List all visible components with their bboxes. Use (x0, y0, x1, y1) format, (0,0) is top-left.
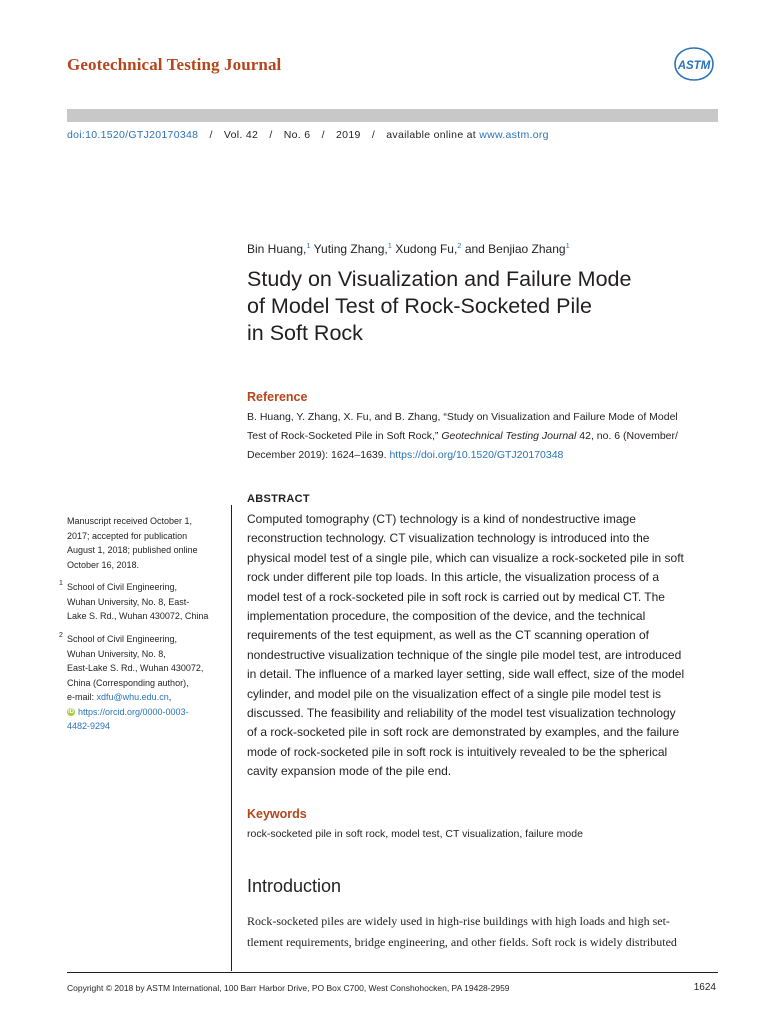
abstract-line: cavity expansion mode of the pile end. (247, 764, 452, 779)
journal-name: Geotechnical Testing Journal (441, 430, 577, 442)
meta-separator: / (269, 129, 273, 141)
abstract-line: physical model test of a single pile, which can visualize a rock-socketed pile in soft (247, 550, 684, 565)
author-name: and Benjiao Zhang (464, 242, 566, 256)
page-number: 1624 (693, 982, 716, 993)
reference-line: B. Huang, Y. Zhang, X. Fu, and B. Zhang, “Study on Visualization and Failure Mode of Model (247, 411, 678, 423)
title-line: of Model Test of Rock-Socketed Pile (247, 294, 592, 318)
reference-heading: Reference (247, 390, 308, 404)
astm-site-link[interactable]: www.astm.org (479, 129, 549, 141)
doi-link[interactable]: doi:10.1520/GTJ20170348 (67, 129, 199, 141)
manuscript-dates: Manuscript received October 1, 2017; accepted for publication August 1, 2018; published online October 16, 2018. (67, 516, 198, 570)
abstract-line: model test of a rock-socketed pile in soft rock is carried out by medical CT. The (247, 589, 665, 604)
author-name: Yuting Zhang, (313, 242, 388, 256)
issue: No. 6 (283, 129, 311, 141)
svg-text:ASTM: ASTM (677, 60, 711, 72)
title-line: Study on Visualization and Failure Mode (247, 267, 632, 291)
abstract-line: rock under different pile top loads. In this article, the visualization process of a (247, 570, 660, 585)
affiliation-number: 2 (59, 632, 63, 639)
introduction-heading: Introduction (247, 876, 342, 896)
abstract-line: discussed. The feasibility and reliability of the model test visualization technology (247, 706, 676, 721)
meta-separator: / (209, 129, 213, 141)
affiliation-1: 1 School of Civil Engineering, Wuhan University, No. 8, East- Lake S. Rd., Wuhan 430072, China (67, 580, 208, 624)
affiliation-marker[interactable]: 1 (565, 241, 570, 250)
footer-rule (67, 972, 718, 973)
abstract-line: in detail. The influence of a marked layer setting, side wall effect, size of the model (247, 667, 685, 682)
abstract-heading: ABSTRACT (247, 493, 310, 505)
astm-logo-icon (671, 45, 717, 83)
header-bar (67, 109, 718, 122)
keywords-list: rock-socketed pile in soft rock, model test, CT visualization, failure mode (247, 828, 583, 840)
meta-separator: / (371, 129, 376, 141)
volume: Vol. 42 (223, 129, 259, 141)
abstract-line: requirements of the test equipment, as well as the CT scanning operation of (247, 628, 650, 643)
abstract-line: cylinder, and model pile on the visualization effect of a single pile model test is (247, 686, 662, 701)
author-name: Bin Huang, (247, 242, 307, 256)
reference-line: Test of Rock-Socketed Pile in Soft Rock,” Geotechnical Testing Journal 42, no. 6 (November/ (247, 430, 678, 442)
reference-citation (247, 408, 717, 465)
journal-title: Geotechnical Testing Journal (67, 55, 282, 74)
affiliation-marker[interactable]: 2 (457, 241, 462, 250)
keywords-heading: Keywords (247, 807, 307, 821)
affiliation-number: 1 (59, 580, 63, 587)
reference-line: December 2019): 1624–1639. https://doi.org/10.1520/GTJ20170348 (247, 449, 564, 461)
copyright-notice: Copyright © 2018 by ASTM International, 100 Barr Harbor Drive, PO Box C700, West Conshohocken, PA 19428-2959 (67, 983, 510, 993)
available-online-text: available online at (386, 129, 480, 141)
abstract-line: reconstruction technology. CT visualization technology is introduced into the (247, 531, 650, 546)
abstract-line: of a rock-socketed pile in soft rock are demonstrated by examples, and the failure (247, 725, 680, 740)
abstract-line: mode of rock-socketed pile in soft rock is intuitively revealed to be the spherical (247, 744, 668, 759)
affiliation-marker[interactable]: 1 (306, 241, 311, 250)
abstract-line: nondestructive visualization technique of the single pile model test, are introduced (247, 647, 682, 662)
abstract-line: implementation procedure, the composition of the device, and the technical (247, 609, 646, 624)
body-line: tlement requirements, bridge engineering, and other fields. Soft rock is widely distributed (247, 934, 677, 949)
introduction-body (247, 911, 717, 952)
article-title (247, 266, 727, 347)
doi-url-link[interactable]: https://doi.org/10.1520/GTJ20170348 (389, 449, 564, 461)
article-meta-line (67, 129, 549, 141)
title-line: in Soft Rock (247, 321, 363, 345)
orcid-icon: iD (68, 709, 74, 716)
affiliation-2: 2 School of Civil Engineering, Wuhan University, No. 8, East-Lake S. Rd., Wuhan 430072, China (Corresponding author), e-mail: xdfu@whu.edu.cn, iD https://orcid.org/0000-0003- 4482-9294 (67, 632, 203, 734)
orcid-link[interactable]: https://orcid.org/0000-0003- (78, 706, 189, 717)
email-link[interactable]: xdfu@whu.edu.cn (96, 692, 169, 702)
abstract-line: Computed tomography (CT) technology is a kind of nondestructive image (247, 512, 636, 526)
affiliation-marker[interactable]: 1 (387, 241, 392, 250)
column-divider (231, 505, 232, 971)
year: 2019 (336, 129, 361, 141)
abstract-body (247, 510, 717, 782)
body-line: Rock-socketed piles are widely used in high-rise buildings with high loads and high set- (247, 914, 670, 928)
author-list (247, 242, 570, 256)
author-name: Xudong Fu, (395, 242, 458, 256)
orcid-link-continued[interactable]: 4482-9294 (67, 721, 111, 731)
meta-separator: / (321, 129, 325, 141)
